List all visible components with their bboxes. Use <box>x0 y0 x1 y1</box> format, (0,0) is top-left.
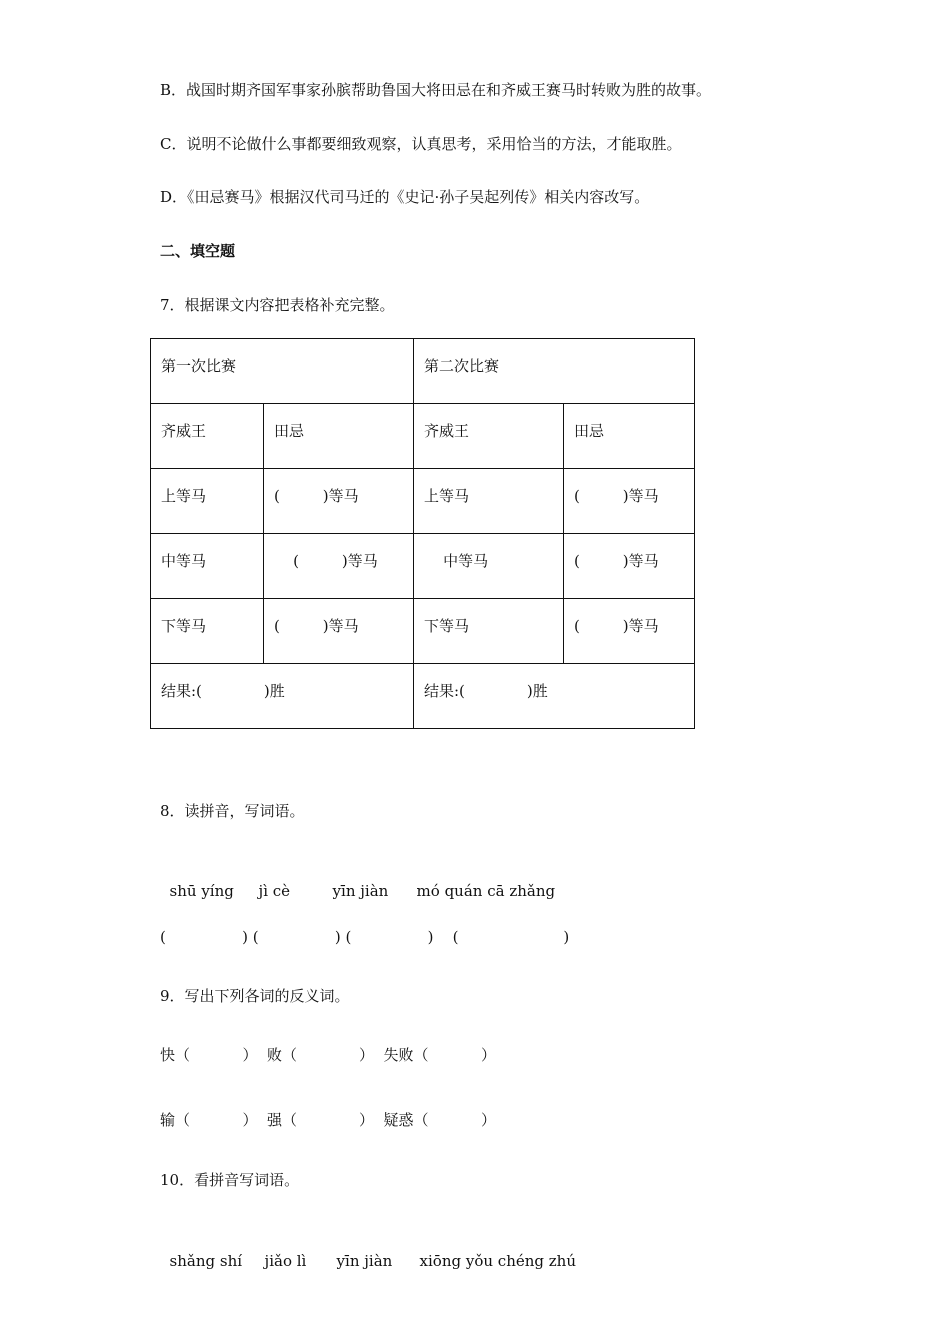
table-cell: 中等马 <box>151 534 264 599</box>
header-first-race: 第一次比赛 <box>151 339 414 404</box>
q10-prompt: 10．看拼音写词语。 <box>160 1171 300 1189</box>
table-cell: 田忌 <box>264 404 414 469</box>
table-cell: 下等马 <box>414 599 564 664</box>
pinyin-word: xiōng yǒu chéng zhú <box>419 1252 576 1270</box>
table-cell-blank[interactable]: ( )等马 <box>564 599 695 664</box>
table-row <box>151 599 695 664</box>
option-b: B．战国时期齐国军事家孙膑帮助鲁国大将田忌在和齐威王赛马时转败为胜的故事。 <box>160 81 712 99</box>
table-cell-blank[interactable]: ( )等马 <box>264 599 414 664</box>
table-cell: 齐威王 <box>414 404 564 469</box>
q9-prompt: 9．写出下列各词的反义词。 <box>160 987 350 1005</box>
pinyin-word: yīn jiàn <box>332 882 389 900</box>
q8-answer-blanks[interactable]: ( ) ( ) ( ) ( ) <box>160 928 570 946</box>
table-row <box>151 404 695 469</box>
q7-prompt: 7．根据课文内容把表格补充完整。 <box>160 296 395 314</box>
q8-pinyin-row <box>160 861 555 901</box>
table-cell: 下等马 <box>151 599 264 664</box>
table-row <box>151 469 695 534</box>
table-cell-blank[interactable]: ( )等马 <box>564 469 695 534</box>
table-cell: 中等马 <box>414 534 564 599</box>
result-first-race[interactable]: 结果:( )胜 <box>151 664 414 729</box>
result-second-race[interactable]: 结果:( )胜 <box>414 664 695 729</box>
table-cell: 齐威王 <box>151 404 264 469</box>
option-d: D．《田忌赛马》根据汉代司马迁的《史记·孙子吴起列传》相关内容改写。 <box>160 188 650 206</box>
table-cell-blank[interactable]: ( )等马 <box>564 534 695 599</box>
q8-prompt: 8．读拼音，写词语。 <box>160 802 305 820</box>
pinyin-word: yīn jiàn <box>336 1252 393 1270</box>
table-cell: 上等马 <box>414 469 564 534</box>
header-second-race: 第二次比赛 <box>414 339 695 404</box>
table-row <box>151 664 695 729</box>
option-c: C．说明不论做什么事都要细致观察，认真思考，采用恰当的方法，才能取胜。 <box>160 135 682 153</box>
pinyin-word: shū yíng <box>169 882 234 900</box>
horse-race-table <box>150 338 695 729</box>
table-cell: 上等马 <box>151 469 264 534</box>
table-row <box>151 339 695 404</box>
q9-line-2[interactable]: 输（ ） 强（ ） 疑惑（ ） <box>160 1111 496 1129</box>
table-cell-blank[interactable]: ( )等马 <box>264 469 414 534</box>
pinyin-word: mó quán cā zhǎng <box>416 882 556 900</box>
section-title: 二、填空题 <box>160 242 236 260</box>
q10-pinyin-row <box>160 1231 576 1271</box>
table-cell: 田忌 <box>564 404 695 469</box>
pinyin-word: jì cè <box>258 882 291 900</box>
table-cell-blank[interactable]: ( )等马 <box>264 534 414 599</box>
pinyin-word: jiǎo lì <box>264 1252 307 1270</box>
table-row <box>151 534 695 599</box>
q9-line-1[interactable]: 快（ ） 败（ ） 失败（ ） <box>160 1046 496 1064</box>
pinyin-word: shǎng shí <box>169 1252 243 1270</box>
